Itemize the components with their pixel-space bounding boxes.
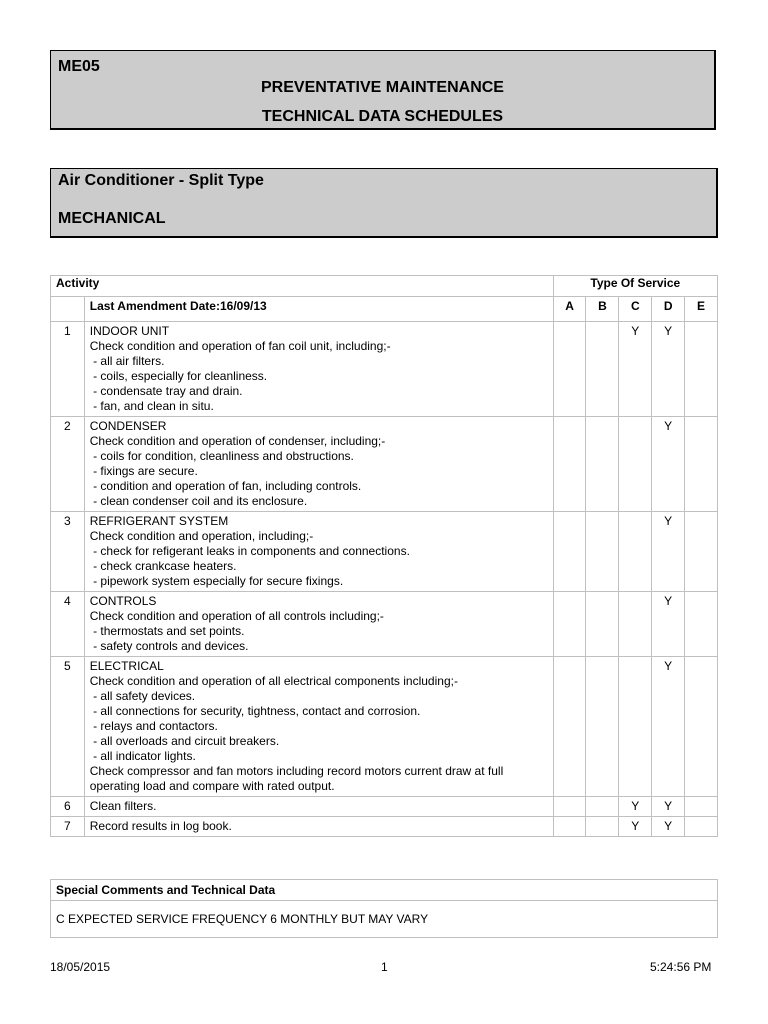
service-mark-c bbox=[619, 417, 652, 512]
activity-line: - all indicator lights. bbox=[89, 749, 196, 763]
service-mark-a bbox=[553, 512, 586, 592]
service-mark-a bbox=[553, 592, 586, 657]
equipment-discipline: MECHANICAL bbox=[58, 210, 166, 227]
activity-table bbox=[50, 275, 718, 837]
activity-line: - pipework system especially for secure fixings. bbox=[89, 574, 344, 588]
footer-page-number: 1 bbox=[381, 960, 388, 974]
activity-header: Activity bbox=[51, 276, 554, 297]
activity-line: - all safety devices. bbox=[89, 689, 196, 703]
activity-line: - coils for condition, cleanliness and obstructions. bbox=[89, 449, 354, 463]
activity-line: Check condition and operation, including;- bbox=[89, 529, 314, 543]
service-mark-d: Y bbox=[652, 592, 685, 657]
row-number: 7 bbox=[51, 817, 85, 837]
equipment-header bbox=[50, 168, 718, 238]
activity-line: Check condition and operation of all electrical components including;- bbox=[89, 674, 458, 688]
activity-line: - all air filters. bbox=[89, 354, 165, 368]
activity-title: ELECTRICAL bbox=[89, 659, 164, 673]
row-number: 1 bbox=[51, 322, 85, 417]
activity-line: operating load and compare with rated output. bbox=[89, 779, 335, 793]
footer-date: 18/05/2015 bbox=[50, 960, 111, 974]
table-row bbox=[51, 417, 718, 512]
service-mark-d: Y bbox=[652, 657, 685, 797]
activity-line: Check condition and operation of condenser, including;- bbox=[89, 434, 386, 448]
activity-line: - safety controls and devices. bbox=[89, 639, 249, 653]
service-mark-e bbox=[685, 817, 718, 837]
service-mark-e bbox=[685, 657, 718, 797]
row-number: 2 bbox=[51, 417, 85, 512]
activity-line: - check crankcase heaters. bbox=[89, 559, 237, 573]
service-mark-a bbox=[553, 817, 586, 837]
activity-title: CONTROLS bbox=[89, 594, 157, 608]
table-row bbox=[51, 817, 718, 837]
service-mark-a bbox=[553, 657, 586, 797]
row-number: 3 bbox=[51, 512, 85, 592]
service-mark-e bbox=[685, 797, 718, 817]
activity-line: Check condition and operation of all controls including;- bbox=[89, 609, 384, 623]
comments-table bbox=[50, 879, 718, 938]
service-mark-b bbox=[586, 817, 619, 837]
row-number: 6 bbox=[51, 797, 85, 817]
service-mark-b bbox=[586, 322, 619, 417]
service-mark-c bbox=[619, 592, 652, 657]
service-mark-c: Y bbox=[619, 797, 652, 817]
service-mark-b bbox=[586, 797, 619, 817]
activity-description bbox=[84, 322, 553, 417]
service-col-c: C bbox=[619, 297, 652, 322]
activity-line: Check condition and operation of fan coil unit, including;- bbox=[89, 339, 391, 353]
comments-heading: Special Comments and Technical Data bbox=[51, 880, 718, 901]
service-mark-b bbox=[586, 592, 619, 657]
activity-description bbox=[84, 592, 553, 657]
activity-title: INDOOR UNIT bbox=[89, 324, 170, 338]
document-code: ME05 bbox=[58, 58, 100, 75]
service-mark-b bbox=[586, 417, 619, 512]
activity-line: - check for refigerant leaks in components and connections. bbox=[89, 544, 410, 558]
service-mark-c bbox=[619, 657, 652, 797]
table-header-row bbox=[51, 276, 718, 297]
activity-line: - fixings are secure. bbox=[89, 464, 198, 478]
service-mark-d: Y bbox=[652, 817, 685, 837]
activity-line: - all overloads and circuit breakers. bbox=[89, 734, 280, 748]
activity-description bbox=[84, 417, 553, 512]
table-row bbox=[51, 592, 718, 657]
service-mark-d: Y bbox=[652, 797, 685, 817]
activity-title: Clean filters. bbox=[89, 799, 157, 813]
amendment-date: Last Amendment Date:16/09/13 bbox=[84, 297, 553, 322]
activity-line: - all connections for security, tightness, contact and corrosion. bbox=[89, 704, 421, 718]
activity-title: CONDENSER bbox=[89, 419, 167, 433]
activity-description bbox=[84, 817, 553, 837]
activity-line: - relays and contactors. bbox=[89, 719, 218, 733]
service-mark-d: Y bbox=[652, 417, 685, 512]
activity-description bbox=[84, 657, 553, 797]
service-mark-b bbox=[586, 512, 619, 592]
activity-description bbox=[84, 797, 553, 817]
activity-line: - condensate tray and drain. bbox=[89, 384, 243, 398]
service-mark-d: Y bbox=[652, 322, 685, 417]
activity-description bbox=[84, 512, 553, 592]
service-mark-a bbox=[553, 797, 586, 817]
document-subtitle: TECHNICAL DATA SCHEDULES bbox=[261, 108, 504, 125]
activity-line: - fan, and clean in situ. bbox=[89, 399, 214, 413]
row-number: 4 bbox=[51, 592, 85, 657]
service-col-b: B bbox=[586, 297, 619, 322]
type-of-service-header: Type Of Service bbox=[553, 276, 717, 297]
document-title: PREVENTATIVE MAINTENANCE bbox=[261, 79, 504, 96]
table-row bbox=[51, 322, 718, 417]
service-mark-e bbox=[685, 592, 718, 657]
table-row bbox=[51, 797, 718, 817]
table-row bbox=[51, 657, 718, 797]
service-mark-a bbox=[553, 417, 586, 512]
activity-line: - thermostats and set points. bbox=[89, 624, 245, 638]
activity-title: Record results in log book. bbox=[89, 819, 232, 833]
table-row bbox=[51, 512, 718, 592]
service-mark-e bbox=[685, 417, 718, 512]
activity-line: - coils, especially for cleanliness. bbox=[89, 369, 268, 383]
equipment-name: Air Conditioner - Split Type bbox=[58, 172, 264, 189]
num-header bbox=[51, 297, 85, 322]
activity-line: Check compressor and fan motors including record motors current draw at full bbox=[89, 764, 504, 778]
service-col-a: A bbox=[553, 297, 586, 322]
service-col-d: D bbox=[652, 297, 685, 322]
service-mark-a bbox=[553, 322, 586, 417]
service-mark-c: Y bbox=[619, 322, 652, 417]
service-mark-b bbox=[586, 657, 619, 797]
service-mark-c: Y bbox=[619, 817, 652, 837]
table-subheader-row bbox=[51, 297, 718, 322]
activity-title: REFRIGERANT SYSTEM bbox=[89, 514, 229, 528]
footer-time: 5:24:56 PM bbox=[650, 960, 712, 974]
activity-line: - condition and operation of fan, including controls. bbox=[89, 479, 362, 493]
service-mark-e bbox=[685, 322, 718, 417]
document-header bbox=[50, 50, 716, 130]
row-number: 5 bbox=[51, 657, 85, 797]
activity-line: - clean condenser coil and its enclosure. bbox=[89, 494, 308, 508]
service-col-e: E bbox=[685, 297, 718, 322]
service-mark-d: Y bbox=[652, 512, 685, 592]
service-mark-e bbox=[685, 512, 718, 592]
service-mark-c bbox=[619, 512, 652, 592]
comments-text: C EXPECTED SERVICE FREQUENCY 6 MONTHLY BUT MAY VARY bbox=[51, 901, 718, 938]
